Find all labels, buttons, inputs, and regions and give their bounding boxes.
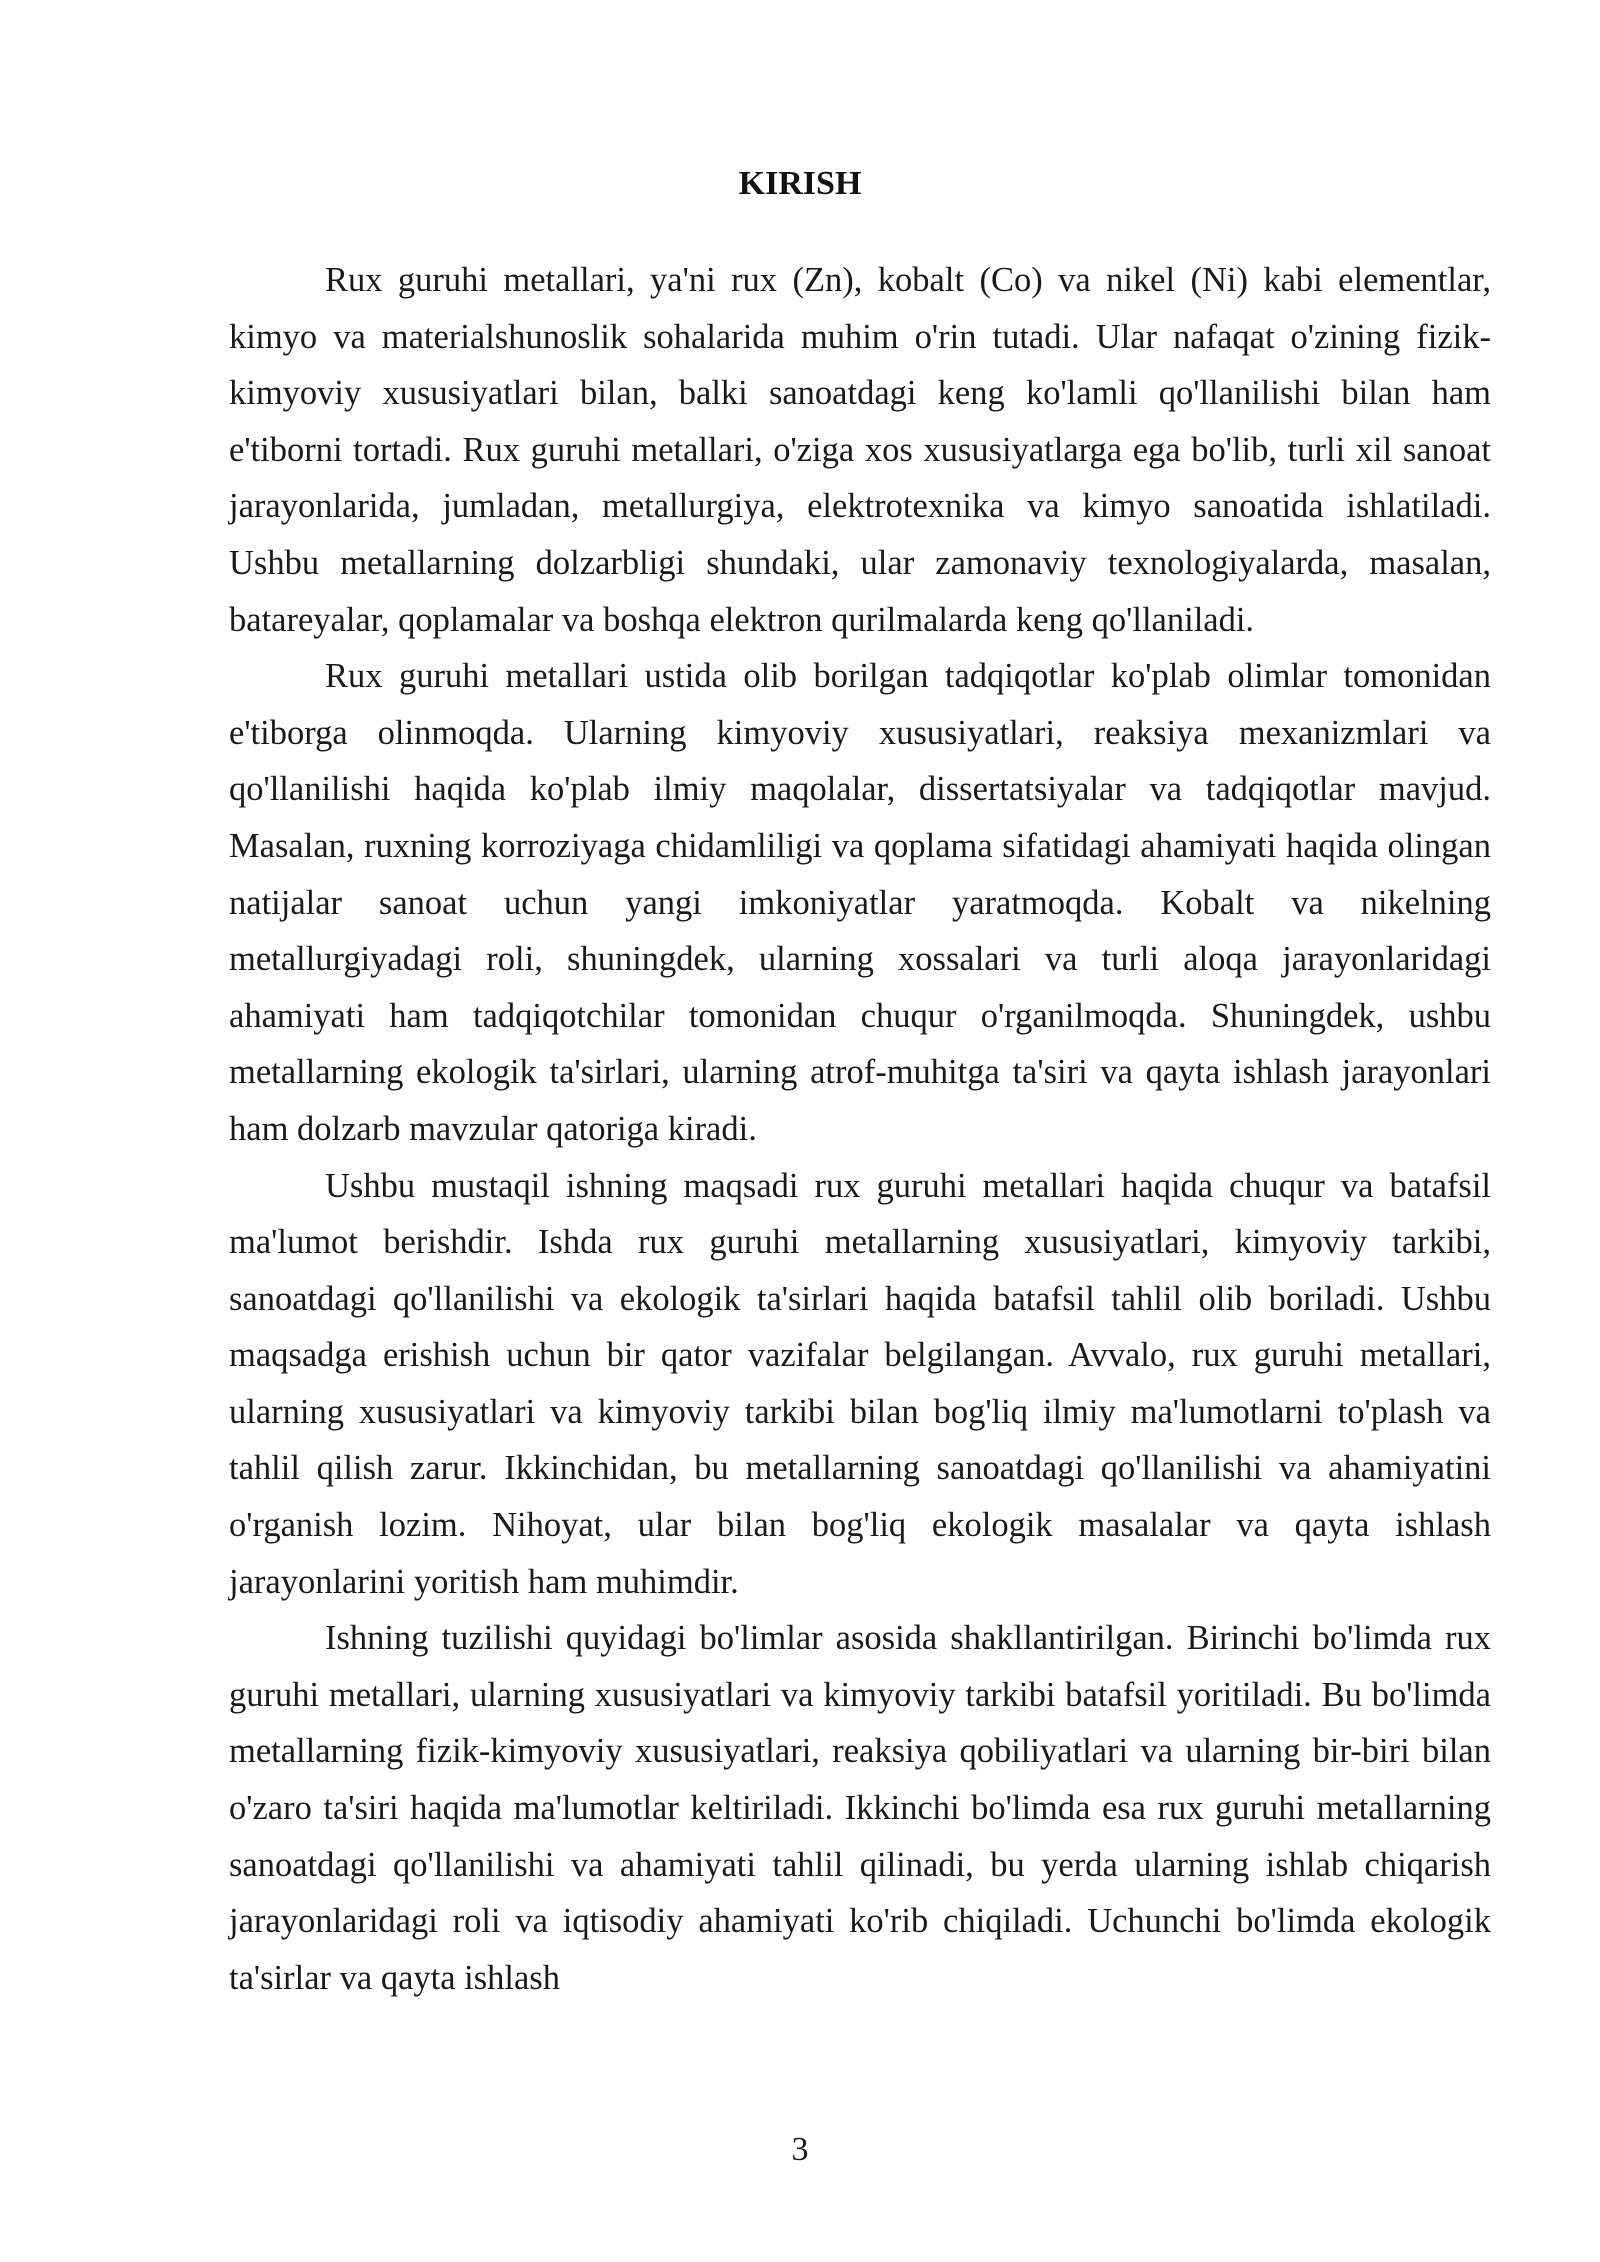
body-text bbox=[229, 252, 1491, 2006]
paragraph: Rux guruhi metallari, ya'ni rux (Zn), kobalt (Co) va nikel (Ni) kabi elementlar, kimyo va materialshunoslik sohalarida muhim o'rin tutadi. Ular nafaqat o'zining fizik-kimyoviy xususiyatlari bilan, balki sanoatdagi keng ko'lamli qo'llanilishi bilan ham e'tiborni tortadi. Rux guruhi metallari, o'ziga xos xususiyatlarga ega bo'lib, turli xil sanoat jarayonlarida, jumladan, metallurgiya, elektrotexnika va kimyo sanoatida ishlatiladi. Ushbu metallarning dolzarbligi shundaki, ular zamonaviy texnologiyalarda, masalan, batareyalar, qoplamalar va boshqa elektron qurilmalarda keng qo'llaniladi. bbox=[229, 261, 1491, 639]
paragraph: Ishning tuzilishi quyidagi bo'limlar asosida shakllantirilgan. Birinchi bo'limda rux guruhi metallari, ularning xususiyatlari va kimyoviy tarkibi batafsil yoritiladi. Bu bo'limda metallarning fizik-kimyoviy xususiyatlari, reaksiya qobiliyatlari va ularning bir-biri bilan o'zaro ta'siri haqida ma'lumotlar keltiriladi. Ikkinchi bo'limda esa rux guruhi metallarning sanoatdagi qo'llanilishi va ahamiyati tahlil qilinadi, bu yerda ularning ishlab chiqarish jarayonlaridagi roli va iqtisodiy ahamiyati ko'rib chiqiladi. Uchunchi bo'limda ekologik ta'sirlar va qayta ishlash bbox=[229, 1619, 1491, 1997]
paragraph: Ushbu mustaqil ishning maqsadi rux guruhi metallari haqida chuqur va batafsil ma'lumot berishdir. Ishda rux guruhi metallarning xususiyatlari, kimyoviy tarkibi, sanoatdagi qo'llanilishi va ekologik ta'sirlari haqida batafsil tahlil olib boriladi. Ushbu maqsadga erishish uchun bir qator vazifalar belgilangan. Avvalo, rux guruhi metallari, ularning xususiyatlari va kimyoviy tarkibi bilan bog'liq ilmiy ma'lumotlarni to'plash va tahlil qilish zarur. Ikkinchidan, bu metallarning sanoatdagi qo'llanilishi va ahamiyatini o'rganish lozim. Nihoyat, ular bilan bog'liq ekologik masalalar va qayta ishlash jarayonlarini yoritish ham muhimdir. bbox=[229, 1166, 1491, 1601]
section-heading: KIRISH bbox=[738, 165, 862, 202]
paragraph: Rux guruhi metallari ustida olib borilgan tadqiqotlar ko'plab olimlar tomonidan e'tiborga olinmoqda. Ularning kimyoviy xususiyatlari, reaksiya mexanizmlari va qo'llanilishi haqida ko'plab ilmiy maqolalar, dissertatsiyalar va tadqiqotlar mavjud. Masalan, ruxning korroziyaga chidamliligi va qoplama sifatidagi ahamiyati haqida olingan natijalar sanoat uchun yangi imkoniyatlar yaratmoqda. Kobalt va nikelning metallurgiyadagi roli, shuningdek, ularning xossalari va turli aloqa jarayonlaridagi ahamiyati ham tadqiqotchilar tomonidan chuqur o'rganilmoqda. Shuningdek, ushbu metallarning ekologik ta'sirlari, ularning atrof-muhitga ta'siri va qayta ishlash jarayonlari ham dolzarb mavzular qatoriga kiradi. bbox=[229, 657, 1491, 1148]
page-number: 3 bbox=[791, 2131, 809, 2168]
